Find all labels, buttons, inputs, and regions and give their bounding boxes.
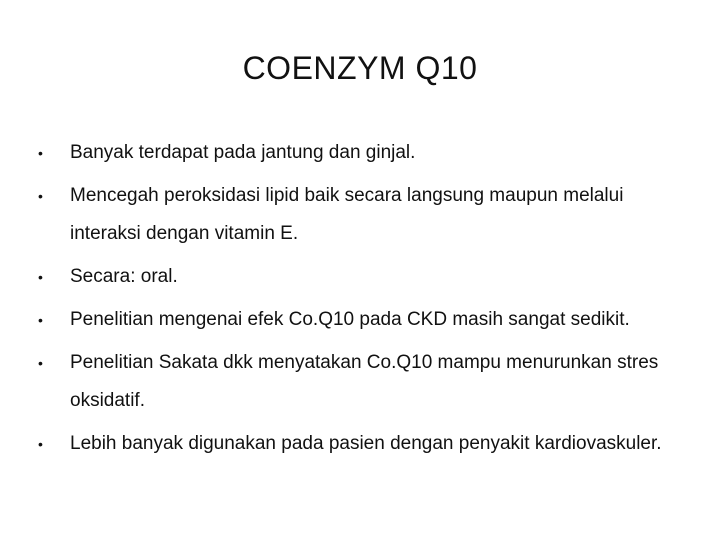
bullet-icon: • bbox=[38, 355, 43, 371]
bullet-icon: • bbox=[38, 188, 43, 204]
bullet-icon: • bbox=[38, 436, 43, 452]
bullet-item bbox=[38, 258, 698, 296]
bullet-icon: • bbox=[38, 269, 43, 285]
slide-title: COENZYM Q10 bbox=[242, 50, 478, 86]
bullet-icon: • bbox=[38, 145, 43, 161]
bullet-text: Secara: oral. bbox=[70, 266, 178, 287]
bullet-item bbox=[38, 301, 698, 339]
bullet-item bbox=[38, 177, 698, 253]
bullet-text: Lebih banyak digunakan pada pasien dengan penyakit kardiovaskuler. bbox=[70, 433, 662, 454]
bullet-text: Penelitian Sakata dkk menyatakan Co.Q10 mampu menurunkan stres oksidatif. bbox=[70, 352, 659, 411]
bullet-icon: • bbox=[38, 312, 43, 328]
bullet-item bbox=[38, 134, 698, 172]
bullet-text: Mencegah peroksidasi lipid baik secara langsung maupun melalui interaksi dengan vitamin E. bbox=[70, 185, 624, 244]
bullet-text: Penelitian mengenai efek Co.Q10 pada CKD masih sangat sedikit. bbox=[70, 309, 630, 330]
bullet-list bbox=[38, 134, 698, 468]
bullet-item bbox=[38, 344, 698, 420]
bullet-item bbox=[38, 425, 698, 463]
bullet-text: Banyak terdapat pada jantung dan ginjal. bbox=[70, 142, 416, 163]
